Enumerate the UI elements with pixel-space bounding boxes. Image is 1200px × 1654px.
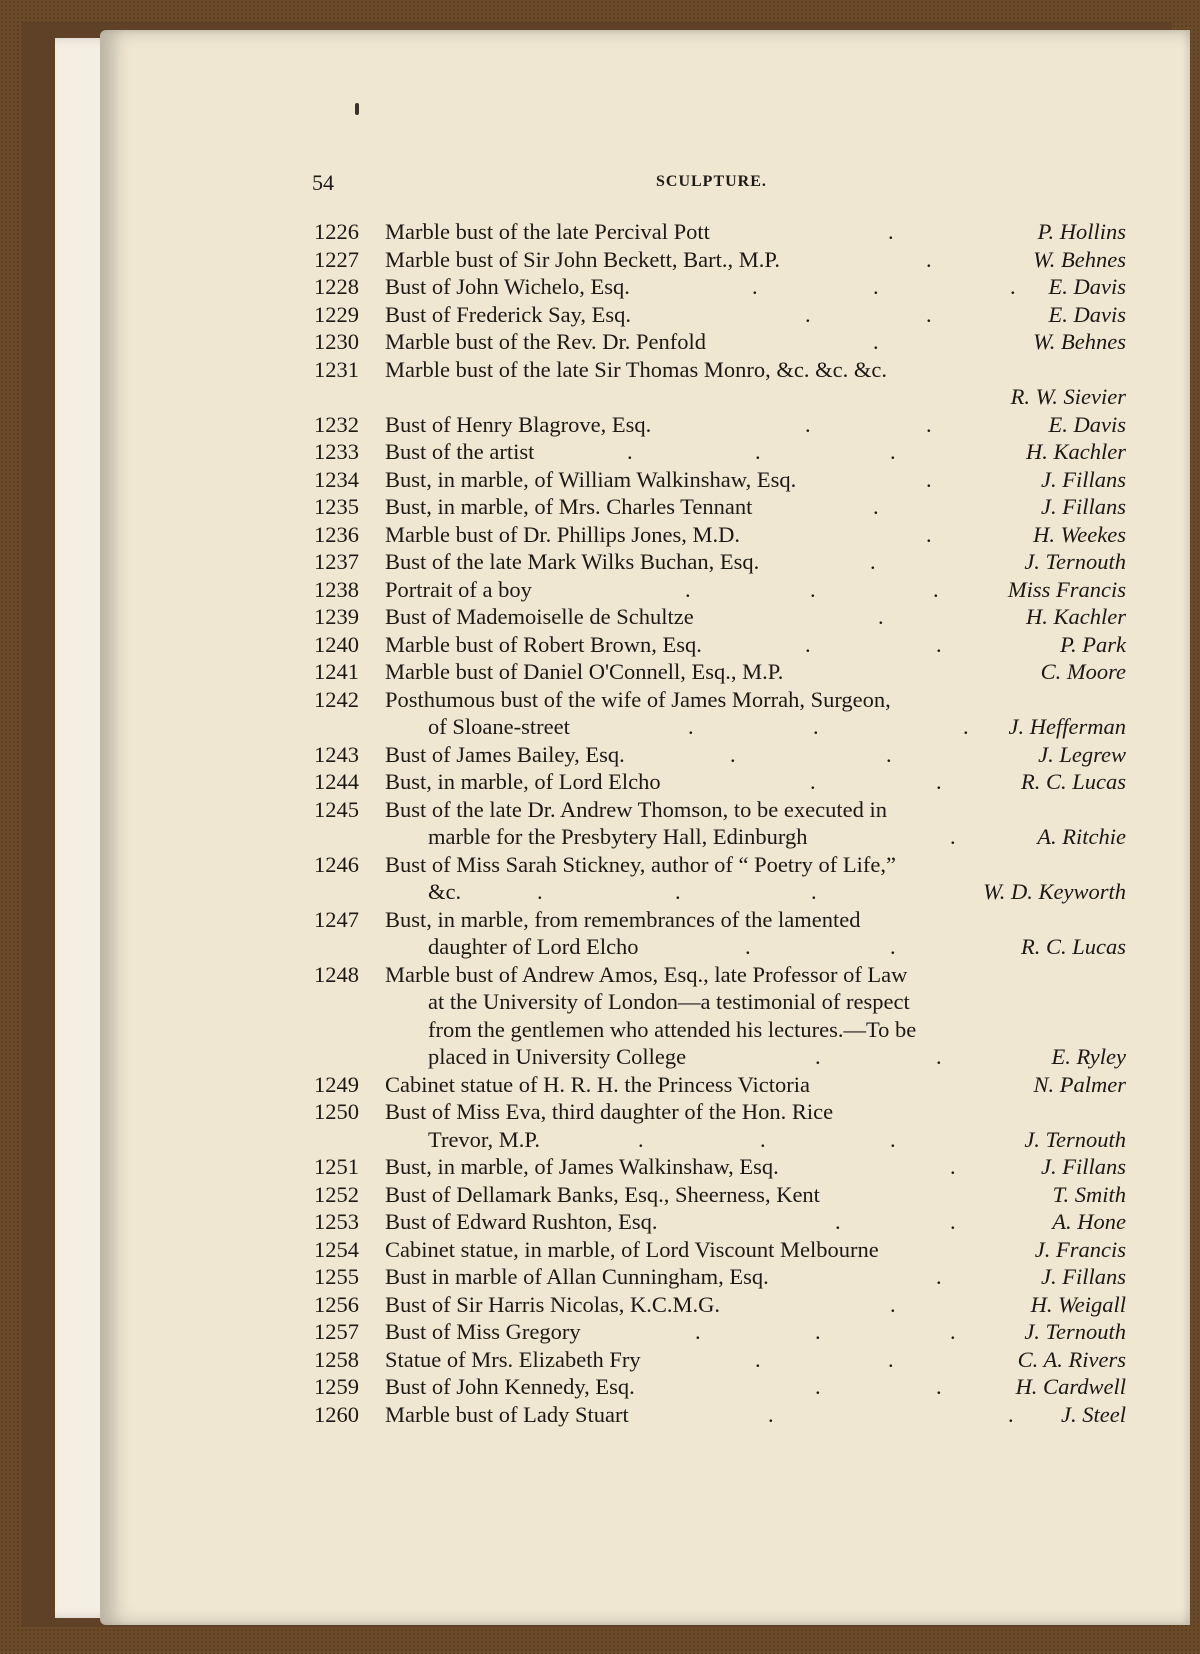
entry-artist: N. Palmer — [1033, 1071, 1126, 1097]
catalogue-entry — [0, 356, 1200, 384]
entry-number: 1254 — [314, 1236, 359, 1262]
running-head — [0, 170, 1200, 206]
catalogue-entry: 1229 Bust of Frederick Say, Esq. . . E. Davis — [314, 301, 1126, 327]
entry-title: Marble bust of Andrew Amos, Esq., late Professor of Law — [385, 961, 908, 987]
entry-artist: R. C. Lucas — [1020, 934, 1126, 959]
catalogue-entry-continuation: daughter of Lord Elcho . . R. C. Lucas — [428, 934, 1126, 959]
entry-number: 1260 — [314, 1401, 359, 1427]
entry-title: Bust of John Wichelo, Esq. — [385, 274, 630, 299]
catalogue-entry: 1260 Marble bust of Lady Stuart . . J. Steel — [314, 1401, 1126, 1427]
entry-title: Bust of Mademoiselle de Schultze — [385, 604, 694, 629]
entry-artist: E. Ryley — [1051, 1044, 1126, 1069]
entry-artist: J. Fillans — [1041, 494, 1126, 519]
entry-artist: R. W. Sievier — [1010, 384, 1126, 409]
catalogue-entry: 1244 Bust, in marble, of Lord Elcho . . R. C. Lucas — [314, 769, 1126, 794]
catalogue-entry: 1236 Marble bust of Dr. Phillips Jones, M.D. . H. Weekes — [314, 521, 1126, 547]
entry-title: Bust of Miss Eva, third daughter of the Hon. Rice — [385, 1099, 834, 1124]
entry-number: 1228 — [314, 274, 359, 299]
entry-title-continued: daughter of Lord Elcho — [428, 934, 639, 959]
entry-title: Bust, in marble, from remembrances of the lamented — [385, 906, 861, 932]
entry-artist: J. Ternouth — [1024, 549, 1126, 574]
catalogue-entry: 1258 Statue of Mrs. Elizabeth Fry . . C. A. Rivers — [314, 1346, 1126, 1372]
entry-title: Statue of Mrs. Elizabeth Fry — [385, 1346, 641, 1372]
entry-number: 1251 — [314, 1154, 359, 1179]
entry-artist: C. A. Rivers — [1017, 1346, 1126, 1372]
entry-number: 1258 — [314, 1346, 359, 1372]
entry-artist: H. Cardwell — [1015, 1374, 1126, 1399]
entry-number: 1233 — [314, 439, 359, 464]
entry-number: 1239 — [314, 604, 359, 629]
catalogue-entry: 1240 Marble bust of Robert Brown, Esq. . . P. Park — [314, 631, 1126, 657]
entry-number: 1232 — [314, 411, 359, 437]
entry-title: Bust, in marble, of Lord Elcho — [385, 769, 661, 794]
entry-title-continued: marble for the Presbytery Hall, Edinburgh — [428, 824, 808, 849]
section-title: SCULPTURE. — [656, 173, 767, 190]
catalogue-entry-continuation: marble for the Presbytery Hall, Edinburgh . A. Ritchie — [428, 824, 1126, 849]
entry-number: 1257 — [314, 1319, 359, 1344]
entry-artist: J. Fillans — [1041, 466, 1126, 492]
entry-title: Posthumous bust of the wife of James Morrah, Surgeon, — [385, 686, 891, 712]
catalogue-entry — [0, 658, 1200, 686]
entry-number: 1259 — [314, 1374, 359, 1399]
entry-number: 1253 — [314, 1209, 359, 1234]
catalogue-entry-continuation — [0, 383, 1200, 411]
entry-artist: P. Hollins — [1037, 219, 1126, 244]
entry-number: 1237 — [314, 549, 359, 574]
catalogue-entry — [0, 796, 1200, 824]
entry-artist: J. Hefferman — [1008, 714, 1126, 739]
entry-title: Bust of John Kennedy, Esq. — [385, 1374, 635, 1399]
entry-title: Cabinet statue of H. R. H. the Princess Victoria — [385, 1071, 811, 1097]
entry-artist: H. Weigall — [1030, 1291, 1126, 1317]
entry-title: Cabinet statue, in marble, of Lord Viscount Melbourne — [385, 1236, 879, 1262]
entry-artist: T. Smith — [1052, 1181, 1126, 1207]
entry-title: Bust of the late Mark Wilks Buchan, Esq. — [385, 549, 760, 574]
catalogue-entry: 1251 Bust, in marble, of James Walkinshaw, Esq. . J. Fillans — [314, 1154, 1126, 1179]
catalogue-entry: 1237 Bust of the late Mark Wilks Buchan, Esq. . J. Ternouth — [314, 549, 1126, 574]
entry-artist: W. D. Keyworth — [983, 879, 1126, 904]
entry-number: 1247 — [314, 906, 359, 932]
entry-title: Marble bust of Sir John Beckett, Bart., M.P. — [385, 246, 780, 272]
ink-speck — [355, 103, 359, 115]
entry-number: 1256 — [314, 1291, 359, 1317]
entry-artist: J. Ternouth — [1024, 1126, 1126, 1152]
entry-number: 1230 — [314, 329, 359, 354]
catalogue-entry: 1228 Bust of John Wichelo, Esq. . . . E. Davis — [314, 274, 1126, 299]
entry-number: 1255 — [314, 1264, 359, 1289]
entry-title: Bust of Henry Blagrove, Esq. — [385, 411, 652, 437]
entry-number: 1241 — [314, 659, 359, 684]
entry-number: 1246 — [314, 851, 359, 877]
catalogue-entry — [0, 686, 1200, 714]
entry-artist: Miss Francis — [1007, 576, 1126, 602]
entry-number: 1226 — [314, 219, 359, 244]
entry-number: 1249 — [314, 1071, 359, 1097]
entry-title: Bust of Edward Rushton, Esq. — [385, 1209, 658, 1234]
entry-title: Bust of Dellamark Banks, Esq., Sheerness, Kent — [385, 1181, 820, 1207]
entry-artist: C. Moore — [1040, 659, 1126, 684]
entry-number: 1231 — [314, 356, 359, 382]
entry-artist: H. Kachler — [1026, 439, 1126, 464]
catalogue-entry — [0, 906, 1200, 934]
entry-artist: H. Kachler — [1026, 604, 1126, 629]
entry-artist: W. Behnes — [1033, 329, 1126, 354]
catalogue-entry: 1230 Marble bust of the Rev. Dr. Penfold . W. Behnes — [314, 329, 1126, 354]
catalogue-entry: 1259 Bust of John Kennedy, Esq. . . H. Cardwell — [314, 1374, 1126, 1399]
entry-artist: J. Ternouth — [1024, 1319, 1126, 1344]
catalogue-entry: 1256 Bust of Sir Harris Nicolas, K.C.M.G. . H. Weigall — [314, 1291, 1126, 1317]
entry-artist: R. C. Lucas — [1020, 769, 1126, 794]
catalogue-entry: 1235 Bust, in marble, of Mrs. Charles Tennant . J. Fillans — [314, 494, 1126, 519]
entry-artist: A. Hone — [1052, 1209, 1126, 1234]
entry-number: 1242 — [314, 686, 359, 712]
entry-artist: W. Behnes — [1033, 246, 1126, 272]
catalogue-entry — [0, 1236, 1200, 1264]
catalogue-entry: 1255 Bust in marble of Allan Cunningham, Esq. . J. Fillans — [314, 1264, 1126, 1289]
catalogue-entry: 1234 Bust, in marble, of William Walkinshaw, Esq. . J. Fillans — [314, 466, 1126, 492]
catalogue-entry: 1239 Bust of Mademoiselle de Schultze . H. Kachler — [314, 604, 1126, 629]
entry-number: 1245 — [314, 796, 359, 822]
entry-title: Bust of James Bailey, Esq. — [385, 741, 625, 767]
entry-artist: J. Francis — [1034, 1236, 1126, 1262]
entry-number: 1235 — [314, 494, 359, 519]
entry-title: Marble bust of the late Percival Pott — [385, 219, 710, 244]
catalogue-entry-continuation: placed in University College . . E. Ryley — [428, 1044, 1126, 1069]
catalogue-entry — [0, 961, 1200, 989]
entry-artist: P. Park — [1060, 631, 1126, 657]
entry-number: 1250 — [314, 1099, 359, 1124]
entry-title: Bust of the artist — [385, 439, 535, 464]
entry-number: 1227 — [314, 246, 359, 272]
catalogue-entry-continuation — [0, 1016, 1200, 1044]
entry-title: Bust, in marble, of James Walkinshaw, Esq. — [385, 1154, 779, 1179]
catalogue-entry-continuation: Trevor, M.P. . . . J. Ternouth — [428, 1126, 1126, 1152]
entry-title: Marble bust of Lady Stuart — [385, 1401, 629, 1427]
entry-title: Bust of Sir Harris Nicolas, K.C.M.G. — [385, 1291, 720, 1317]
entry-title: Marble bust of the Rev. Dr. Penfold — [385, 329, 706, 354]
catalogue-entry: 1226 Marble bust of the late Percival Pott . P. Hollins — [314, 219, 1126, 244]
catalogue-list — [0, 218, 1200, 1428]
entry-title-continued: at the University of London—a testimonial of respect — [428, 989, 910, 1014]
entry-number: 1229 — [314, 301, 359, 327]
entry-title: Marble bust of the late Sir Thomas Monro, &c. &c. &c. — [385, 356, 887, 382]
entry-title: Marble bust of Robert Brown, Esq. — [385, 631, 702, 657]
page-number: 54 — [312, 170, 334, 195]
entry-title: Bust of the late Dr. Andrew Thomson, to be executed in — [385, 796, 887, 822]
entry-title: Bust of Miss Sarah Stickney, author of “ Poetry of Life,” — [385, 851, 896, 877]
entry-title: Marble bust of Daniel O'Connell, Esq., M.P. — [385, 659, 784, 684]
entry-number: 1236 — [314, 521, 359, 547]
entry-title-continued: from the gentlemen who attended his lectures.—To be — [428, 1016, 917, 1042]
catalogue-entry — [0, 1181, 1200, 1209]
entry-title: Bust, in marble, of Mrs. Charles Tennant — [385, 494, 753, 519]
catalogue-entry-continuation: of Sloane-street . . . J. Hefferman — [428, 714, 1126, 739]
entry-title: Bust of Miss Gregory — [385, 1319, 581, 1344]
entry-number: 1234 — [314, 466, 359, 492]
entry-artist: J. Fillans — [1041, 1264, 1126, 1289]
entry-title: Bust of Frederick Say, Esq. — [385, 301, 632, 327]
entry-number: 1240 — [314, 631, 359, 657]
entry-title-continued: Trevor, M.P. — [428, 1126, 541, 1152]
catalogue-entry — [0, 1098, 1200, 1126]
entry-artist: J. Fillans — [1041, 1154, 1126, 1179]
catalogue-entry: 1232 Bust of Henry Blagrove, Esq. . . E. Davis — [314, 411, 1126, 437]
entry-artist: H. Weekes — [1033, 521, 1126, 547]
entry-artist: A. Ritchie — [1037, 824, 1126, 849]
entry-artist: E. Davis — [1048, 301, 1126, 327]
entry-title: Marble bust of Dr. Phillips Jones, M.D. — [385, 521, 741, 547]
entry-title-continued: &c. — [428, 879, 462, 904]
catalogue-entry-continuation: &c. . . . W. D. Keyworth — [428, 879, 1126, 904]
entry-number: 1252 — [314, 1181, 359, 1207]
catalogue-entry: 1243 Bust of James Bailey, Esq. . . J. Legrew — [314, 741, 1126, 767]
catalogue-entry: 1257 Bust of Miss Gregory . . . J. Ternouth — [314, 1319, 1126, 1344]
catalogue-entry-continuation — [0, 988, 1200, 1016]
entry-title: Portrait of a boy — [385, 576, 532, 602]
entry-number: 1244 — [314, 769, 359, 794]
catalogue-entry — [0, 851, 1200, 879]
entry-title: Bust in marble of Allan Cunningham, Esq. — [385, 1264, 769, 1289]
entry-artist: J. Legrew — [1038, 741, 1126, 767]
entry-number: 1248 — [314, 961, 359, 987]
entry-artist: J. Steel — [1061, 1401, 1126, 1427]
entry-number: 1243 — [314, 741, 359, 767]
catalogue-entry — [0, 1071, 1200, 1099]
catalogue-entry: 1227 Marble bust of Sir John Beckett, Bart., M.P. . W. Behnes — [314, 246, 1126, 272]
entry-title-continued: of Sloane-street — [428, 714, 570, 739]
catalogue-entry: 1238 Portrait of a boy . . . Miss Francis — [314, 576, 1126, 602]
entry-artist: E. Davis — [1048, 274, 1126, 299]
entry-title: Bust, in marble, of William Walkinshaw, Esq. — [385, 466, 797, 492]
entry-artist: E. Davis — [1048, 411, 1126, 437]
catalogue-entry: 1233 Bust of the artist . . . H. Kachler — [314, 439, 1126, 464]
entry-title-continued: placed in University College — [428, 1044, 687, 1069]
entry-number: 1238 — [314, 576, 359, 602]
catalogue-entry: 1253 Bust of Edward Rushton, Esq. . . A. Hone — [314, 1209, 1126, 1234]
